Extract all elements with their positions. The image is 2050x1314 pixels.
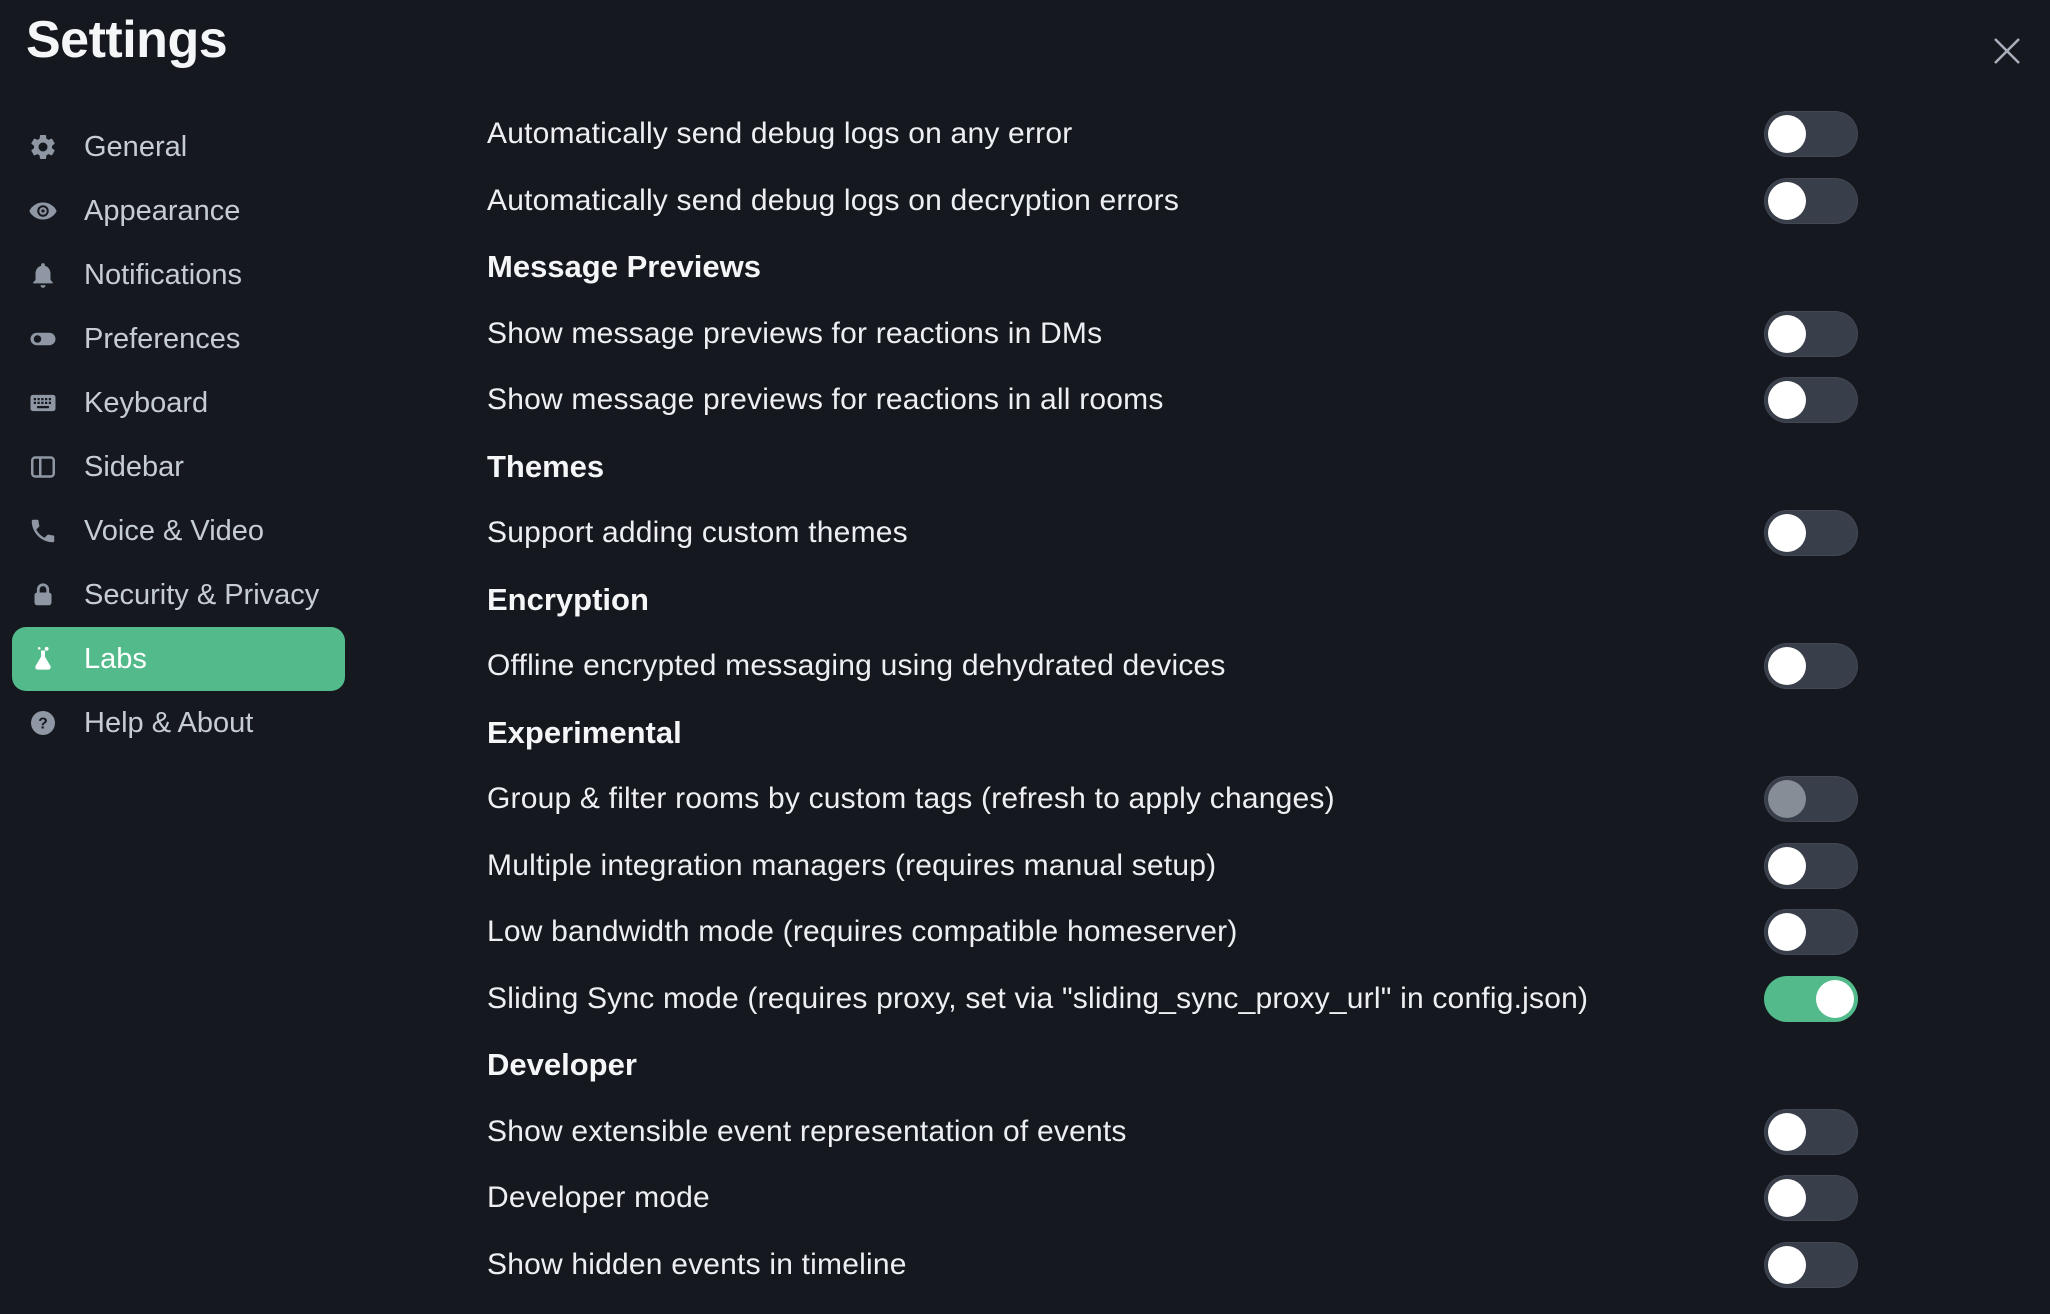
setting-label: Show extensible event representation of events	[487, 1114, 1127, 1148]
sidebar-item-label: General	[84, 130, 188, 163]
sidebar-item-label: Labs	[84, 642, 147, 675]
setting-row	[487, 633, 1858, 700]
setting-label: Group & filter rooms by custom tags (refresh to apply changes)	[487, 782, 1335, 816]
setting-label: Low bandwidth mode (requires compatible homeserver)	[487, 915, 1238, 949]
toggle-knob	[1768, 913, 1806, 951]
toggle-knob	[1768, 847, 1806, 885]
sidebar-item-keyboard[interactable]	[12, 371, 345, 435]
setting-row	[487, 833, 1858, 900]
sidebar-item-label: Sidebar	[84, 450, 184, 483]
sidebar-icon	[26, 450, 60, 484]
page-title: Settings	[26, 11, 228, 69]
setting-label: Multiple integration managers (requires manual setup)	[487, 848, 1217, 882]
help-icon	[26, 706, 60, 740]
sidebar-item-sidebar[interactable]	[12, 435, 345, 499]
setting-label: Support adding custom themes	[487, 516, 908, 550]
section-heading-row	[487, 434, 1858, 501]
toggle-knob	[1816, 980, 1854, 1018]
toggle-show-hidden-events-in-timeline[interactable]	[1764, 1242, 1858, 1288]
keyboard-icon	[26, 386, 60, 420]
section-heading-row	[487, 567, 1858, 634]
setting-label: Offline encrypted messaging using dehydrated devices	[487, 649, 1226, 683]
toggle-knob	[1768, 1113, 1806, 1151]
toggle-knob	[1768, 381, 1806, 419]
toggle-knob	[1768, 1179, 1806, 1217]
sidebar-item-label: Keyboard	[84, 386, 209, 419]
section-heading: Encryption	[487, 581, 649, 617]
section-heading: Experimental	[487, 714, 682, 750]
setting-row	[487, 1099, 1858, 1166]
sidebar-item-notifications[interactable]	[12, 243, 345, 307]
setting-row	[487, 101, 1858, 168]
toggle-automatically-send-debug-logs-on-decrypt[interactable]	[1764, 178, 1858, 224]
section-heading: Developer	[487, 1047, 637, 1083]
eye-icon	[26, 194, 60, 228]
setting-label: Show message previews for reactions in DMs	[487, 316, 1103, 350]
setting-row	[487, 500, 1858, 567]
toggle-sliding-sync-mode-requires-proxy-set-via[interactable]	[1764, 976, 1858, 1022]
sidebar-item-label: Help & About	[84, 706, 254, 739]
section-heading-row	[487, 234, 1858, 301]
section-heading: Message Previews	[487, 249, 762, 285]
sidebar-item-labs[interactable]	[12, 627, 345, 691]
section-heading: Themes	[487, 448, 605, 484]
labs-settings-list	[487, 101, 1858, 1298]
setting-label: Automatically send debug logs on decryption errors	[487, 183, 1180, 217]
toggle-knob	[1768, 647, 1806, 685]
close-icon	[1990, 34, 2024, 68]
toggle-support-adding-custom-themes[interactable]	[1764, 510, 1858, 556]
toggle-multiple-integration-managers-requires-m[interactable]	[1764, 843, 1858, 889]
toggle-knob	[1768, 182, 1806, 220]
toggle-knob	[1768, 315, 1806, 353]
toggle-knob	[1768, 780, 1806, 818]
setting-label: Developer mode	[487, 1181, 710, 1215]
phone-icon	[26, 514, 60, 548]
setting-row	[487, 966, 1858, 1033]
section-heading-row	[487, 1032, 1858, 1099]
lock-icon	[26, 578, 60, 612]
flask-icon	[26, 642, 60, 676]
sidebar-item-preferences[interactable]	[12, 307, 345, 371]
setting-row	[487, 168, 1858, 235]
sidebar-item-help-and-about[interactable]	[12, 691, 345, 755]
gear-icon	[26, 130, 60, 164]
settings-sidebar	[12, 115, 345, 755]
toggle-show-message-previews-for-reactions-in-d[interactable]	[1764, 311, 1858, 357]
setting-row	[487, 1165, 1858, 1232]
close-button[interactable]	[1984, 28, 2030, 74]
sidebar-item-label: Notifications	[84, 258, 242, 291]
toggle-offline-encrypted-messaging-using-dehydr[interactable]	[1764, 643, 1858, 689]
sidebar-item-label: Preferences	[84, 322, 241, 355]
toggle-group-and-filter-rooms-by-custom-tags-re[interactable]	[1764, 776, 1858, 822]
toggle-developer-mode[interactable]	[1764, 1175, 1858, 1221]
toggle-automatically-send-debug-logs-on-any-err[interactable]	[1764, 111, 1858, 157]
sidebar-item-appearance[interactable]	[12, 179, 345, 243]
setting-row	[487, 301, 1858, 368]
setting-row	[487, 766, 1858, 833]
setting-label: Show hidden events in timeline	[487, 1247, 907, 1281]
toggle-show-message-previews-for-reactions-in-a[interactable]	[1764, 377, 1858, 423]
setting-row	[487, 367, 1858, 434]
setting-row	[487, 1232, 1858, 1299]
sidebar-item-label: Appearance	[84, 194, 241, 227]
section-heading-row	[487, 700, 1858, 767]
sidebar-item-label: Security & Privacy	[84, 578, 320, 611]
setting-label: Automatically send debug logs on any error	[487, 117, 1073, 151]
toggle-knob	[1768, 115, 1806, 153]
svg-text:?: ?	[38, 715, 48, 733]
toggle-low-bandwidth-mode-requires-compatible-h[interactable]	[1764, 909, 1858, 955]
sidebar-item-voice-and-video[interactable]	[12, 499, 345, 563]
setting-label: Show message previews for reactions in all rooms	[487, 383, 1164, 417]
sidebar-item-label: Voice & Video	[84, 514, 265, 547]
sidebar-item-general[interactable]	[12, 115, 345, 179]
setting-label: Sliding Sync mode (requires proxy, set via "sliding_sync_proxy_url" in config.json)	[487, 981, 1589, 1015]
setting-row	[487, 899, 1858, 966]
toggle-knob	[1768, 514, 1806, 552]
toggle-icon	[26, 322, 60, 356]
toggle-knob	[1768, 1246, 1806, 1284]
toggle-show-extensible-event-representation-of-[interactable]	[1764, 1109, 1858, 1155]
bell-icon	[26, 258, 60, 292]
sidebar-item-security-and-privacy[interactable]	[12, 563, 345, 627]
